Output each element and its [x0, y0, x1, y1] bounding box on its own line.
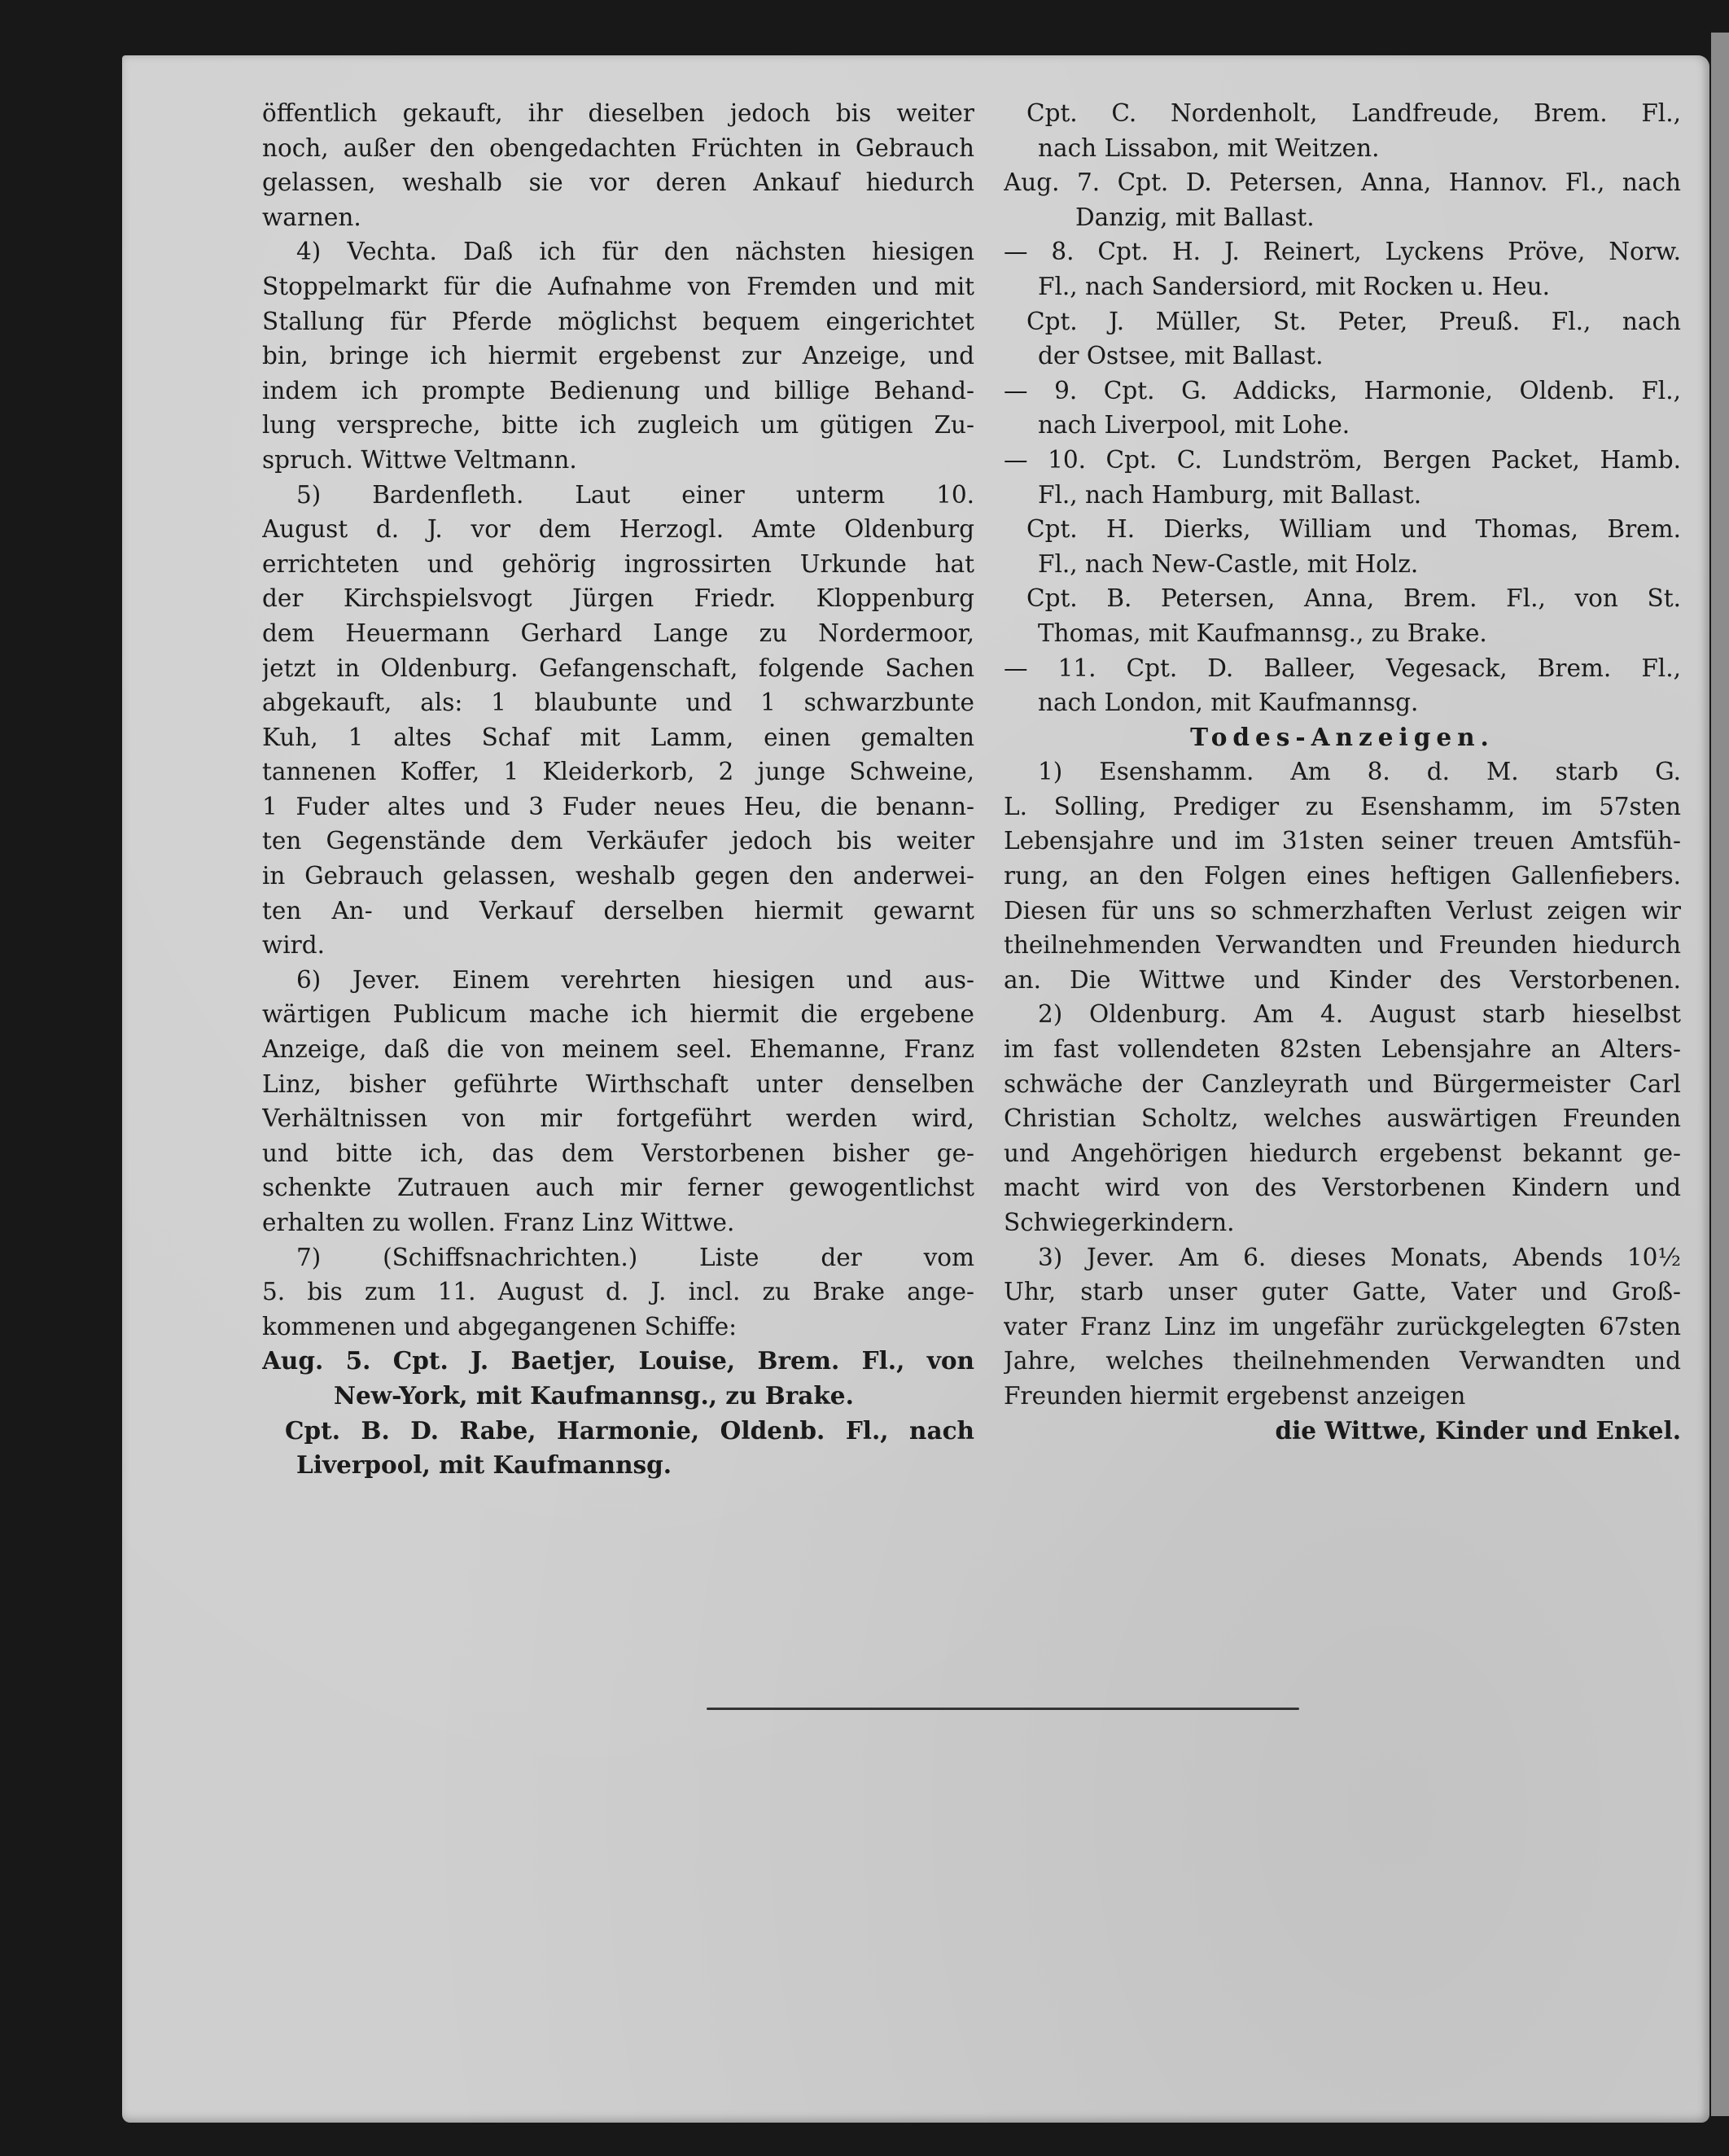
facing-page-edge	[1711, 33, 1729, 2116]
left-column-line: 6) Jever. Einem verehrten hiesigen und aus-	[296, 965, 974, 994]
right-column-line: Freunden hiermit ergebenst anzeigen	[1004, 1381, 1466, 1410]
right-column-line: Jahre, welches theilnehmenden Verwandten und	[1004, 1347, 1681, 1375]
right-column-line: Fl., nach Hamburg, mit Ballast.	[1038, 480, 1422, 509]
right-column-line: nach Liverpool, mit Lohe.	[1038, 411, 1350, 440]
left-column-line: Liverpool, mit Kaufmannsg.	[296, 1450, 672, 1480]
left-column-line: 1 Fuder altes und 3 Fuder neues Heu, die benann-	[262, 792, 974, 820]
right-column-line: im fast vollendeten 82sten Lebensjahre an Alters-	[1004, 1035, 1681, 1064]
right-column-line: vater Franz Linz im ungefähr zurückgelegten 67sten	[1004, 1312, 1681, 1340]
right-column-line: macht wird von des Verstorbenen Kindern und	[1004, 1174, 1681, 1202]
right-column-line: Schwiegerkindern.	[1004, 1209, 1235, 1236]
left-column-line: ten An- und Verkauf derselben hiermit gewarnt	[262, 896, 974, 925]
left-column-line: Cpt. B. D. Rabe, Harmonie, Oldenb. Fl., nach	[285, 1415, 974, 1445]
right-column-line: Fl., nach New-Castle, mit Holz.	[1038, 549, 1419, 578]
left-column-line: New-York, mit Kaufmannsg., zu Brake.	[334, 1380, 854, 1410]
right-column-line: Thomas, mit Kaufmannsg., zu Brake.	[1038, 619, 1487, 647]
left-column-line: 5) Bardenfleth. Laut einer unterm 10.	[296, 480, 974, 509]
left-column-line: Kuh, 1 altes Schaf mit Lamm, einen gemalten	[262, 723, 974, 751]
left-column-line: August d. J. vor dem Herzogl. Amte Oldenburg	[262, 515, 974, 544]
right-column-line: — 10. Cpt. C. Lundström, Bergen Packet, Hamb.	[1004, 445, 1681, 474]
right-column-line: theilnehmenden Verwandten und Freunden hiedurch	[1004, 931, 1681, 960]
right-column-line: 2) Oldenburg. Am 4. August starb hieselbst	[1038, 1000, 1681, 1029]
right-column-line: Fl., nach Sandersiord, mit Rocken u. Heu.	[1038, 272, 1550, 300]
left-column-line: noch, außer den obengedachten Früchten in Gebrauch	[262, 133, 974, 162]
left-column-line: Aug. 5. Cpt. J. Baetjer, Louise, Brem. Fl., von	[262, 1346, 974, 1375]
right-column-line: die Wittwe, Kinder und Enkel.	[1275, 1415, 1681, 1445]
left-column-line: Linz, bisher geführte Wirthschaft unter denselben	[262, 1069, 974, 1098]
left-column-line: wärtigen Publicum mache ich hiermit die ergebene	[262, 1000, 974, 1029]
right-column-line: — 9. Cpt. G. Addicks, Harmonie, Oldenb. Fl.,	[1004, 376, 1681, 405]
right-column-line: an. Die Wittwe und Kinder des Verstorbenen.	[1004, 965, 1681, 994]
left-column-line: wird.	[262, 931, 326, 960]
left-column-line: Stallung für Pferde möglichst bequem eingerichtet	[262, 307, 974, 335]
left-column-line: öffentlich gekauft, ihr dieselben jedoch bis weiter	[262, 99, 974, 127]
right-column-line: — 8. Cpt. H. J. Reinert, Lyckens Pröve, Norw.	[1004, 238, 1681, 266]
right-column-line: Todes-Anzeigen.	[1190, 722, 1495, 751]
left-column-line: 5. bis zum 11. August d. J. incl. zu Brake ange-	[262, 1278, 974, 1306]
left-column-line: schenkte Zutrauen auch mir ferner gewogentlichst	[262, 1174, 974, 1202]
left-column-line: indem ich prompte Bedienung und billige Behand-	[262, 376, 974, 405]
right-column-line: und Angehörigen hiedurch ergebenst bekannt ge-	[1004, 1139, 1681, 1167]
right-column-line: Christian Scholtz, welches auswärtigen Freunden	[1004, 1104, 1681, 1133]
right-column-line: Cpt. B. Petersen, Anna, Brem. Fl., von St.	[1026, 584, 1681, 613]
right-column-line: 3) Jever. Am 6. dieses Monats, Abends 10½	[1038, 1243, 1681, 1271]
right-column-line: rung, an den Folgen eines heftigen Gallenfiebers.	[1004, 862, 1681, 890]
right-column-line: nach London, mit Kaufmannsg.	[1038, 689, 1419, 717]
left-column-line: spruch. Wittwe Veltmann.	[262, 445, 577, 474]
left-column-line: Anzeige, daß die von meinem seel. Ehemanne, Franz	[262, 1035, 974, 1064]
right-column	[1004, 96, 1681, 1448]
right-column-line: 1) Esenshamm. Am 8. d. M. starb G.	[1038, 758, 1681, 786]
right-column-line: Cpt. J. Müller, St. Peter, Preuß. Fl., nach	[1026, 307, 1681, 335]
left-column-line: lung verspreche, bitte ich zugleich um gütigen Zu-	[262, 411, 974, 440]
left-column-line: jetzt in Oldenburg. Gefangenschaft, folgende Sachen	[262, 654, 974, 682]
right-column-line: der Ostsee, mit Ballast.	[1038, 342, 1324, 370]
left-column-line: der Kirchspielsvogt Jürgen Friedr. Kloppenburg	[262, 584, 974, 613]
left-column-line: kommenen und abgegangenen Schiffe:	[262, 1312, 738, 1340]
right-column-line: Danzig, mit Ballast.	[1075, 203, 1315, 231]
left-column-line: 7) (Schiffsnachrichten.) Liste der vom	[296, 1243, 974, 1271]
section-divider-rule	[707, 1708, 1299, 1710]
left-column-line: und bitte ich, das dem Verstorbenen bisher ge-	[262, 1139, 974, 1167]
left-column-line: tannenen Koffer, 1 Kleiderkorb, 2 junge Schweine,	[262, 758, 974, 786]
right-column-line: Cpt. H. Dierks, William und Thomas, Brem.	[1026, 515, 1681, 544]
left-column-line: 4) Vechta. Daß ich für den nächsten hiesigen	[296, 238, 974, 266]
left-column-line: Stoppelmarkt für die Aufnahme von Fremden und mit	[262, 272, 974, 300]
right-column-line: Uhr, starb unser guter Gatte, Vater und Groß-	[1004, 1278, 1681, 1306]
left-column-line: erhalten zu wollen. Franz Linz Wittwe.	[262, 1209, 735, 1236]
right-column-line: nach Lissabon, mit Weitzen.	[1038, 133, 1380, 162]
left-column-line: Verhältnissen von mir fortgeführt werden wird,	[262, 1104, 974, 1133]
right-column-line: Lebensjahre und im 31sten seiner treuen Amtsfüh-	[1004, 827, 1681, 855]
right-column-line: Cpt. C. Nordenholt, Landfreude, Brem. Fl.,	[1026, 99, 1681, 127]
left-column-line: in Gebrauch gelassen, weshalb gegen den anderwei-	[262, 862, 974, 890]
left-column-line: bin, bringe ich hiermit ergebenst zur Anzeige, und	[262, 342, 974, 370]
right-column-line: Aug. 7. Cpt. D. Petersen, Anna, Hannov. Fl., nach	[1004, 168, 1681, 197]
left-column-line: warnen.	[262, 203, 361, 231]
left-column	[262, 96, 974, 1483]
right-column-line: Diesen für uns so schmerzhaften Verlust zeigen wir	[1004, 896, 1681, 925]
left-column-line: dem Heuermann Gerhard Lange zu Nordermoor,	[262, 619, 974, 647]
left-column-line: gelassen, weshalb sie vor deren Ankauf hiedurch	[262, 168, 974, 197]
left-column-line: errichteten und gehörig ingrossirten Urkunde hat	[262, 549, 974, 578]
left-column-line: ten Gegenstände dem Verkäufer jedoch bis weiter	[262, 827, 974, 855]
left-column-line: abgekauft, als: 1 blaubunte und 1 schwarzbunte	[262, 689, 974, 717]
right-column-line: schwäche der Canzleyrath und Bürgermeister Carl	[1004, 1069, 1681, 1098]
right-column-line: — 11. Cpt. D. Balleer, Vegesack, Brem. Fl.,	[1004, 654, 1681, 682]
right-column-line: L. Solling, Prediger zu Esenshamm, im 57sten	[1004, 792, 1681, 820]
